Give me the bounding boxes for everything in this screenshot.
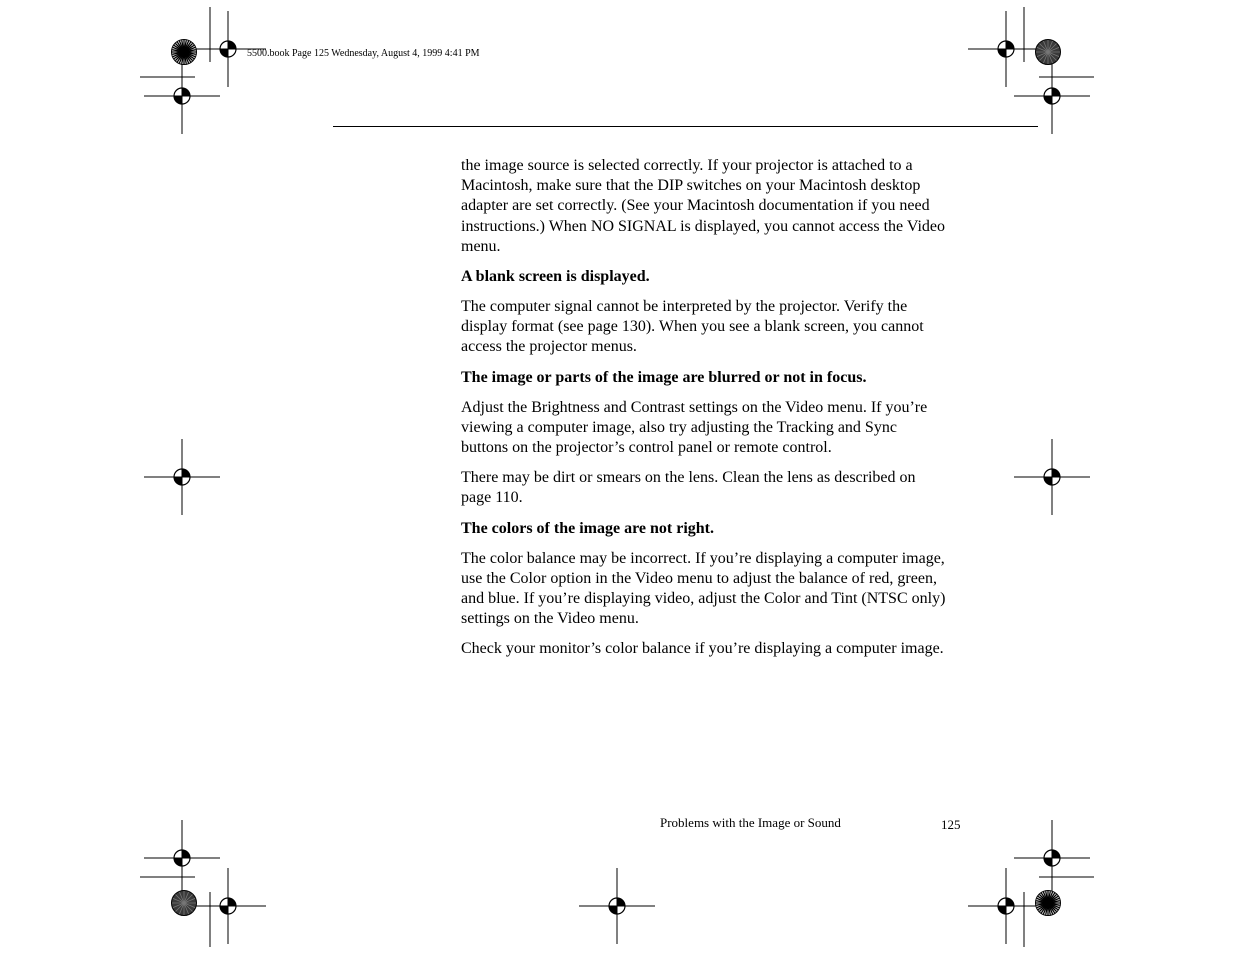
heading-blurred-image: The image or parts of the image are blurred or not in focus. — [461, 368, 867, 386]
heading-colors: The colors of the image are not right. — [461, 519, 714, 537]
color-disc-mark — [172, 891, 197, 916]
registration-mark — [579, 868, 655, 944]
paragraph-monitor: Check your monitor’s color balance if you’re displaying a computer image. — [461, 640, 944, 658]
registration-mark — [144, 58, 220, 134]
file-stamp: 5500.book Page 125 Wednesday, August 4, 1999 4:41 PM — [247, 48, 480, 59]
registration-mark — [968, 868, 1044, 944]
paragraph-image-source: the image source is selected correctly. If your projector is attached to a Macintosh, make sure that the DIP switches on your Macintosh desktop adapter are set correctly. (See your Macintosh documentation if you need instructions.) When NO SIGNAL is displayed, you cannot access the Video menu. — [461, 157, 945, 255]
paragraph-signal: The computer signal cannot be interpreted by the projector. Verify the display format (see page 130). When you see a blank screen, you cannot access the projector menus. — [461, 298, 924, 356]
paragraph-lens: There may be dirt or smears on the lens. Clean the lens as described on page 110. — [461, 469, 916, 507]
header-rule — [333, 126, 1038, 127]
running-footer-title: Problems with the Image or Sound — [660, 815, 841, 830]
registration-mark — [190, 868, 266, 944]
paragraph-color-balance: The color balance may be incorrect. If you’re displaying a computer image, use the Color option in the Video menu to adjust the balance of red, green, and blue. If you’re displaying video, adjust the Color and Tint (NTSC only) settings on the Video menu. — [461, 549, 946, 628]
registration-mark — [968, 11, 1044, 87]
starburst-mark — [172, 40, 197, 65]
registration-mark — [144, 820, 220, 896]
color-disc-mark — [1036, 40, 1061, 65]
heading-blank-screen: A blank screen is displayed. — [461, 268, 650, 286]
registration-mark — [144, 439, 220, 515]
paragraph-brightness: Adjust the Brightness and Contrast settings on the Video menu. If you’re viewing a computer image, also try adjusting the Tracking and Sync buttons on the projector’s control panel or remote control. — [461, 398, 928, 457]
registration-mark — [1014, 439, 1090, 515]
starburst-mark — [1036, 891, 1061, 916]
page-body — [461, 156, 946, 670]
page-number: 125 — [941, 817, 961, 832]
registration-mark — [1014, 820, 1090, 896]
registration-mark — [1014, 58, 1090, 134]
